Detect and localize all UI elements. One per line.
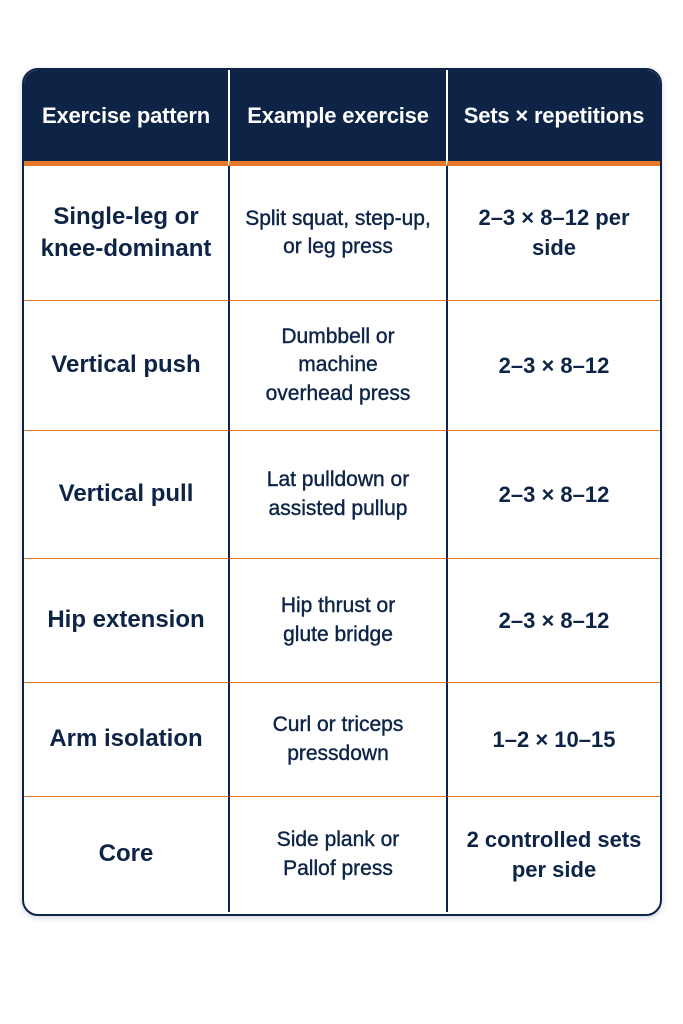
row-2-sets-text: 2–3 × 8–12 xyxy=(498,352,610,378)
row-4-pattern-text: Hip extension xyxy=(47,606,205,634)
row-5-example xyxy=(228,682,446,796)
row-1-sets-text: 2–3 × 8–12 per side xyxy=(478,205,630,260)
row-1-sets xyxy=(446,166,660,300)
row-2-example-text: Dumbbell or machine overhead press xyxy=(265,324,411,405)
row-2-example xyxy=(228,300,446,430)
row-4-pattern xyxy=(24,558,228,682)
row-3-example-text: Lat pulldown or assisted pullup xyxy=(266,468,410,520)
row-6-example-text: Side plank or Pallof press xyxy=(276,828,400,880)
row-1-example-text: Split squat, step-up, or leg press xyxy=(245,206,431,258)
row-1-example xyxy=(228,166,446,300)
row-4-example xyxy=(228,558,446,682)
exercise-table xyxy=(24,70,660,914)
row-5-pattern xyxy=(24,682,228,796)
row-5-example-text: Curl or triceps pressdown xyxy=(272,713,404,765)
row-6-sets-text: 2 controlled sets per side xyxy=(466,826,642,882)
row-4-sets-text: 2–3 × 8–12 xyxy=(498,607,610,633)
row-6-pattern-text: Core xyxy=(98,840,154,868)
row-5-sets xyxy=(446,682,660,796)
row-3-sets xyxy=(446,430,660,558)
header-exercise-pattern: Exercise pattern xyxy=(24,70,228,166)
row-2-sets xyxy=(446,300,660,430)
row-5-sets-text: 1–2 × 10–15 xyxy=(492,726,616,752)
row-3-pattern-text: Vertical pull xyxy=(58,480,194,508)
row-2-pattern-text: Vertical push xyxy=(51,351,201,379)
row-6-pattern xyxy=(24,796,228,912)
row-1-pattern xyxy=(24,166,228,300)
exercise-table-card xyxy=(22,68,662,916)
header-sets-repetitions: Sets × repetitions xyxy=(446,70,660,166)
row-2-pattern xyxy=(24,300,228,430)
row-6-example xyxy=(228,796,446,912)
row-4-sets xyxy=(446,558,660,682)
row-3-example xyxy=(228,430,446,558)
row-3-sets-text: 2–3 × 8–12 xyxy=(498,481,610,507)
row-3-pattern xyxy=(24,430,228,558)
header-example-exercise: Example exercise xyxy=(228,70,446,166)
row-1-pattern-text: Single-leg or knee-dominant xyxy=(40,202,212,262)
row-6-sets xyxy=(446,796,660,912)
row-4-example-text: Hip thrust or glute bridge xyxy=(280,594,396,646)
row-5-pattern-text: Arm isolation xyxy=(49,725,203,753)
